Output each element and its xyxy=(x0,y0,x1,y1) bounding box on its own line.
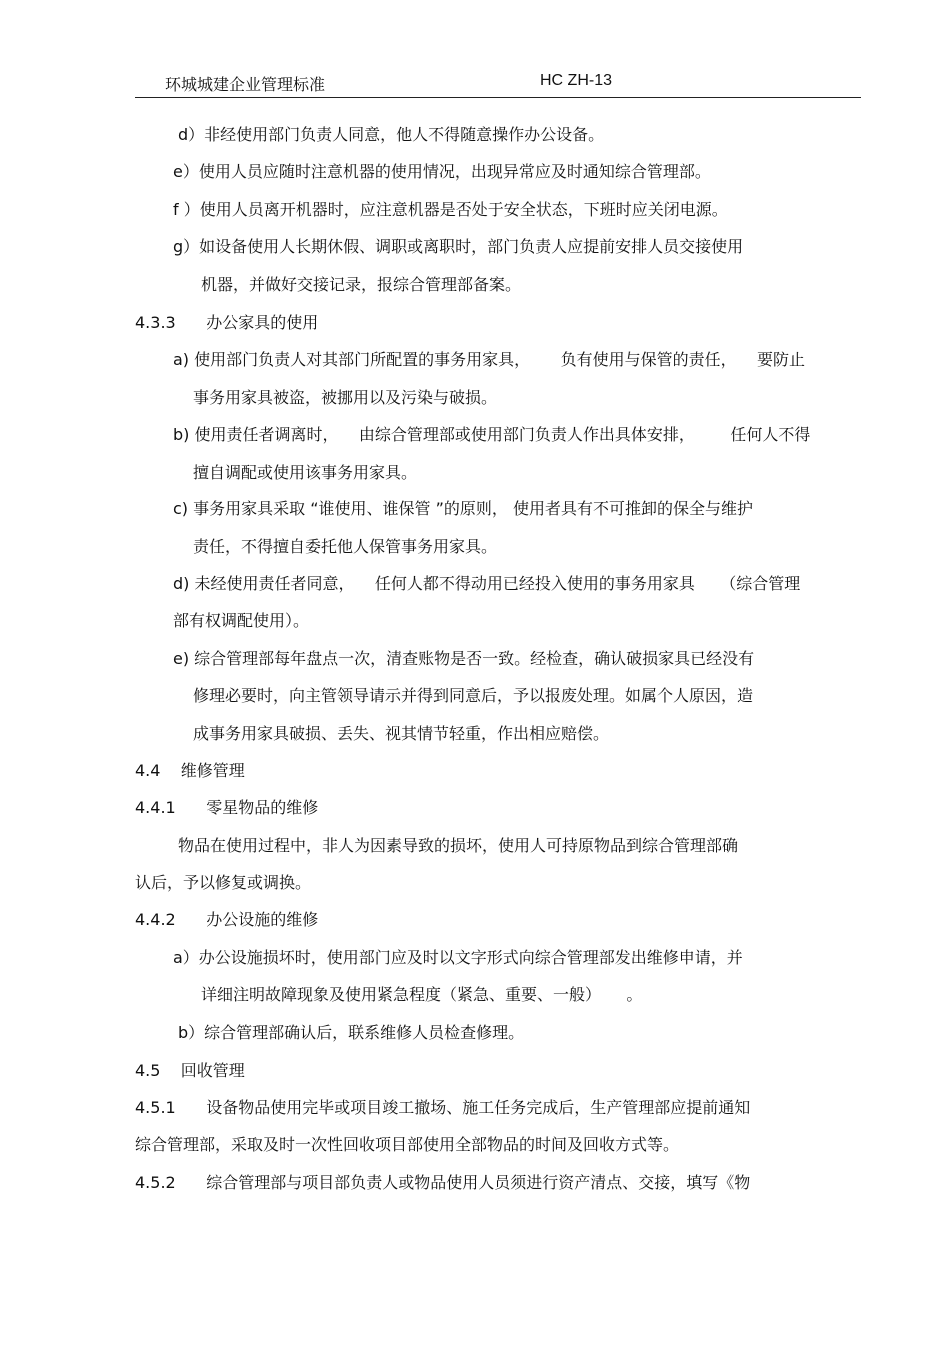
item-f: f ）使用人员离开机器时，应注意机器是否处于安全状态，下班时应关闭电源。 xyxy=(173,200,728,219)
facility-item-a: a）办公设施损坏时，使用部门应及时以文字形式向综合管理部发出维修申请，并 xyxy=(173,948,743,967)
facility-item-b: b）综合管理部确认后，联系维修人员检查修理。 xyxy=(178,1023,525,1042)
section-4-5-1-cont: 综合管理部，采取及时一次性回收项目部使用全部物品的时间及回收方式等。 xyxy=(135,1135,680,1154)
facility-item-a-cont: 详细注明故障现象及使用紧急程度（紧急、重要、一般） 。 xyxy=(201,985,643,1004)
furniture-item-a-cont: 事务用家具被盗，被挪用以及污染与破损。 xyxy=(193,388,498,407)
item-d: d）非经使用部门负责人同意，他人不得随意操作办公设备。 xyxy=(178,125,605,144)
header-rule xyxy=(135,97,861,98)
furniture-item-e-cont1: 修理必要时，向主管领导请示并得到同意后，予以报废处理。如属个人原因，造 xyxy=(193,686,754,705)
section-heading-4-3-3: 4.3.3 办公家具的使用 xyxy=(135,313,319,332)
furniture-item-b-cont: 擅自调配或使用该事务用家具。 xyxy=(193,463,418,482)
section-heading-4-5: 4.5 回收管理 xyxy=(135,1061,245,1080)
item-e: e）使用人员应随时注意机器的使用情况，出现异常应及时通知综合管理部。 xyxy=(173,162,711,181)
item-g-cont: 机器，并做好交接记录，报综合管理部备案。 xyxy=(201,275,522,294)
section-4-5-1: 4.5.1 设备物品使用完毕或项目竣工撤场、施工任务完成后，生产管理部应提前通知 xyxy=(135,1098,751,1117)
furniture-item-d-cont: 部有权调配使用）。 xyxy=(173,611,310,630)
furniture-item-c: c) 事务用家具采取 “谁使用、谁保管 ”的原则， 使用者具有不可推卸的保全与维护 xyxy=(173,499,753,518)
repair-paragraph: 物品在使用过程中，非人为因素导致的损坏，使用人可持原物品到综合管理部确 xyxy=(178,836,739,855)
furniture-item-a: a) 使用部门负责人对其部门所配置的事务用家具， 负有使用与保管的责任， 要防止 xyxy=(173,350,805,369)
furniture-item-b: b) 使用责任者调离时， 由综合管理部或使用部门负责人作出具体安排， 任何人不得 xyxy=(173,425,811,444)
section-heading-4-4: 4.4 维修管理 xyxy=(135,761,245,780)
furniture-item-e-cont2: 成事务用家具破损、丢失、视其情节轻重，作出相应赔偿。 xyxy=(193,724,610,743)
furniture-item-c-cont: 责任，不得擅自委托他人保管事务用家具。 xyxy=(193,537,498,556)
furniture-item-d: d) 未经使用责任者同意， 任何人都不得动用已经投入使用的事务用家具 （综合管理 xyxy=(173,574,801,593)
furniture-item-e: e) 综合管理部每年盘点一次，清查账物是否一致。经检查，确认破损家具已经没有 xyxy=(173,649,755,668)
section-heading-4-4-1: 4.4.1 零星物品的维修 xyxy=(135,798,319,817)
repair-paragraph-cont: 认后，予以修复或调换。 xyxy=(135,873,312,892)
header-code: HC ZH-13 xyxy=(540,72,613,89)
section-heading-4-4-2: 4.4.2 办公设施的维修 xyxy=(135,910,319,929)
item-g: g）如设备使用人长期休假、调职或离职时，部门负责人应提前安排人员交接使用 xyxy=(173,237,744,256)
section-4-5-2: 4.5.2 综合管理部与项目部负责人或物品使用人员须进行资产清点、交接，填写《物 xyxy=(135,1173,751,1192)
header-title: 环城城建企业管理标准 xyxy=(165,75,326,94)
